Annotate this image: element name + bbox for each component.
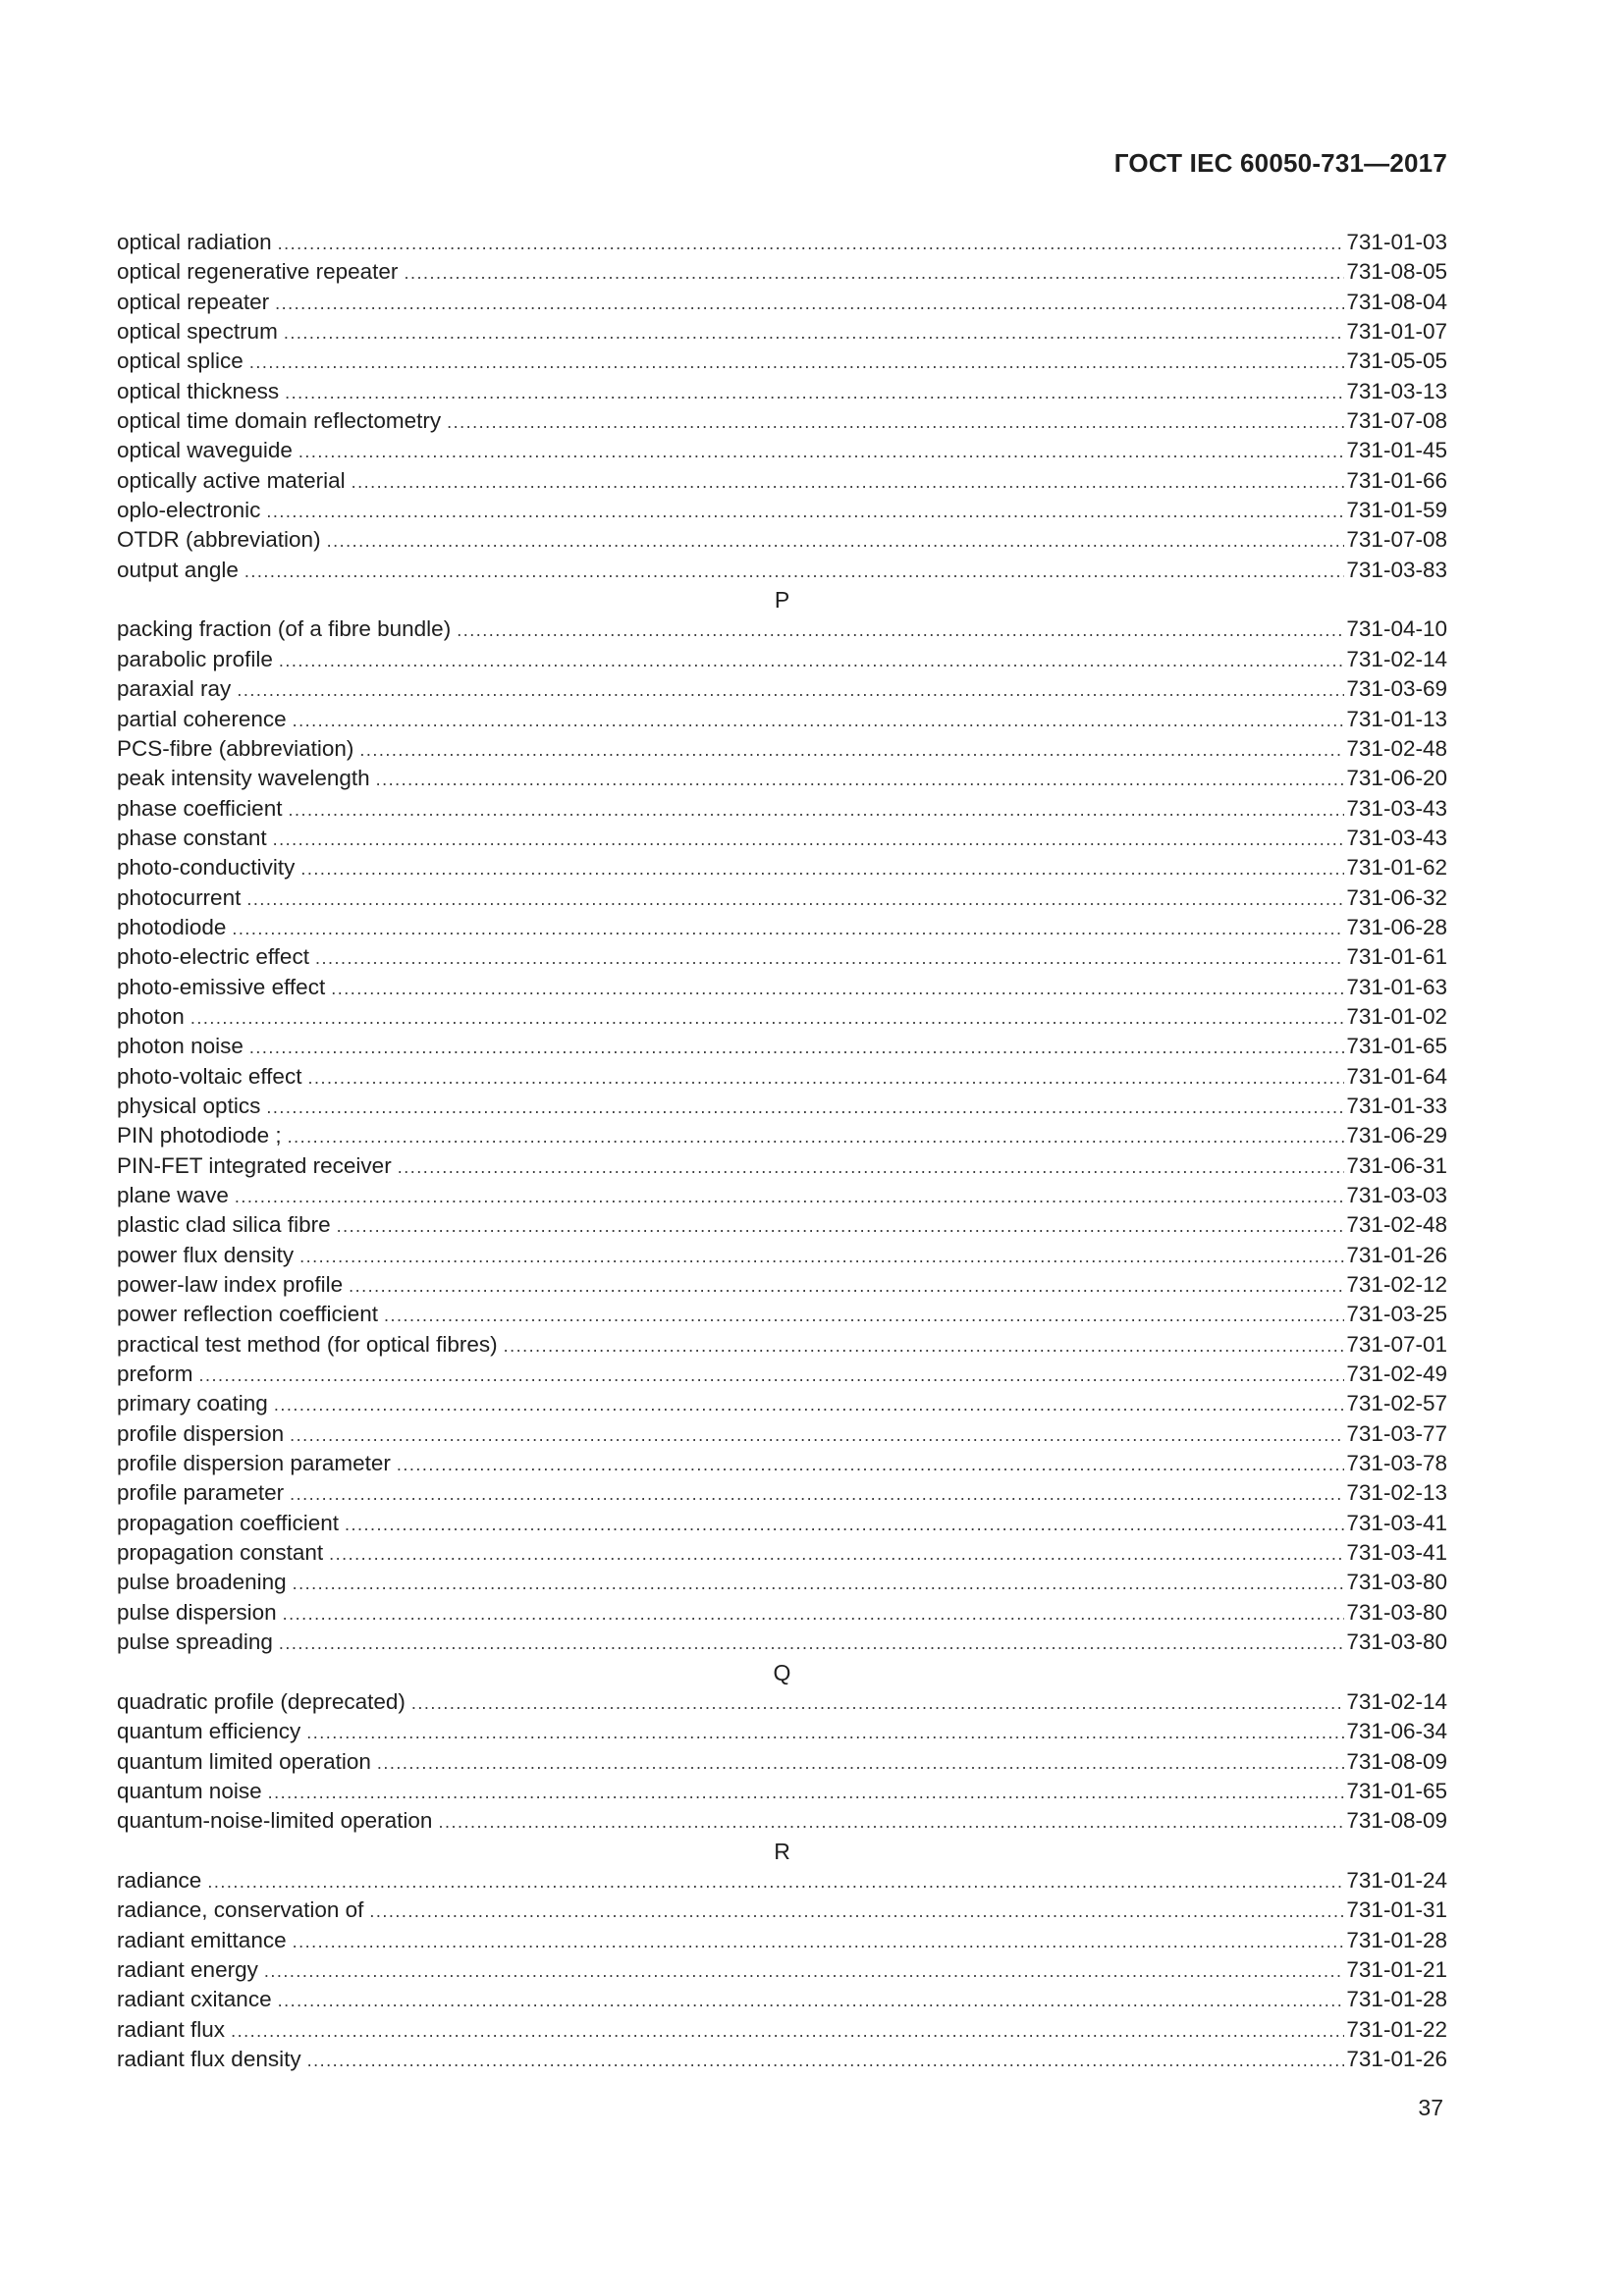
index-reference: 731-02-14 <box>1346 1688 1447 1714</box>
dot-leader <box>278 229 1345 257</box>
index-entry <box>117 645 1447 674</box>
index-entry <box>117 525 1447 555</box>
index-term: quantum limited operation <box>117 1748 371 1774</box>
dot-leader <box>438 1807 1344 1836</box>
dot-leader <box>293 1927 1345 1955</box>
index-reference: 731-02-57 <box>1346 1391 1447 1416</box>
index-term: PIN-FET integrated receiver <box>117 1152 392 1178</box>
dot-leader <box>190 1003 1345 1032</box>
index-entry <box>117 1389 1447 1418</box>
index-reference: 731-01-26 <box>1346 1242 1447 1267</box>
index-entry <box>117 377 1447 406</box>
dot-leader <box>411 1688 1344 1717</box>
index-reference: 731-06-20 <box>1346 766 1447 791</box>
index-entry <box>117 1687 1447 1717</box>
index-term: optical waveguide <box>117 438 293 463</box>
index-term: physical optics <box>117 1093 261 1118</box>
index-term: photodiode <box>117 914 227 939</box>
index-reference: 731-06-28 <box>1346 914 1447 939</box>
index-term: paraxial ray <box>117 676 232 702</box>
index-entry <box>117 1747 1447 1777</box>
index-term: radiant energy <box>117 1956 258 1982</box>
index-term: optically active material <box>117 467 346 493</box>
index-reference: 731-06-29 <box>1346 1123 1447 1148</box>
index-entry <box>117 1419 1447 1449</box>
dot-leader <box>293 706 1345 734</box>
dot-leader <box>504 1331 1345 1360</box>
index-term: power-law index profile <box>117 1272 344 1298</box>
index-reference: 731-01-21 <box>1346 1956 1447 1982</box>
dot-leader <box>288 1122 1345 1150</box>
index-entry <box>117 1092 1447 1121</box>
index-entry <box>117 614 1447 644</box>
index-entry <box>117 1330 1447 1360</box>
dot-leader <box>369 1896 1344 1925</box>
index-entry <box>117 2045 1447 2074</box>
index-term: plane wave <box>117 1183 229 1207</box>
index-entry <box>117 1568 1447 1597</box>
dot-leader <box>249 1033 1345 1061</box>
dot-leader <box>268 1778 1345 1806</box>
index-entry <box>117 228 1447 257</box>
index-term: OTDR (abbreviation) <box>117 527 321 553</box>
dot-leader <box>266 1093 1344 1121</box>
index-term: photo-voltaic effect <box>117 1063 302 1089</box>
index-reference: 731-01-07 <box>1346 319 1447 345</box>
dot-leader <box>315 943 1344 972</box>
index-entry <box>117 1002 1447 1032</box>
index-entry <box>117 347 1447 376</box>
index-entry <box>117 317 1447 347</box>
index-entry <box>117 1478 1447 1508</box>
index-entry <box>117 1717 1447 1746</box>
document-code-header: ГОСТ IEC 60050-731—2017 <box>1113 148 1447 178</box>
index-term: quantum noise <box>117 1778 262 1803</box>
index-reference: 731-01-13 <box>1346 706 1447 731</box>
index-term: phase coefficient <box>117 795 283 821</box>
page-number: 37 <box>1418 2095 1443 2120</box>
index-reference: 731-03-41 <box>1346 1510 1447 1535</box>
dot-leader <box>329 1539 1344 1568</box>
index-entry <box>117 853 1447 882</box>
index-entry <box>117 734 1447 764</box>
index-entry <box>117 824 1447 853</box>
dot-leader <box>199 1361 1345 1389</box>
index-term: radiance <box>117 1867 202 1893</box>
dot-leader <box>278 1986 1345 2014</box>
index-reference: 731-03-13 <box>1346 378 1447 403</box>
dot-leader <box>298 437 1345 465</box>
index-reference: 731-01-59 <box>1346 498 1447 523</box>
dot-leader <box>235 1182 1345 1210</box>
index-entry <box>117 794 1447 824</box>
index-term: quantum-noise-limited operation <box>117 1808 433 1834</box>
dot-leader <box>352 467 1345 496</box>
index-entry <box>117 1509 1447 1538</box>
index-term: photon noise <box>117 1034 244 1059</box>
index-entry <box>117 1777 1447 1806</box>
dot-leader <box>244 557 1345 585</box>
index-section-letter: P <box>774 587 790 614</box>
index-term: profile dispersion <box>117 1420 285 1446</box>
index-term: practical test method (for optical fibres) <box>117 1331 498 1357</box>
dot-leader <box>246 884 1344 913</box>
index-entry <box>117 1896 1447 1925</box>
index-entry <box>117 1241 1447 1270</box>
index-term: quantum efficiency <box>117 1719 301 1744</box>
index-reference: 731-05-05 <box>1346 348 1447 374</box>
index-term: photo-emissive effect <box>117 974 326 999</box>
index-reference: 731-01-22 <box>1346 2016 1447 2042</box>
dot-leader <box>232 914 1344 942</box>
dot-leader <box>279 1629 1345 1657</box>
index-entry <box>117 764 1447 793</box>
index-term: photo-electric effect <box>117 944 309 970</box>
dot-leader <box>275 289 1344 317</box>
index-reference: 731-03-43 <box>1346 795 1447 821</box>
index-reference: 731-03-80 <box>1346 1599 1447 1625</box>
index-reference: 731-07-08 <box>1346 527 1447 553</box>
index-reference: 731-03-43 <box>1346 825 1447 850</box>
index-term: optical time domain reflectometry <box>117 408 442 434</box>
index-term: pulse dispersion <box>117 1599 277 1625</box>
index-term: optical repeater <box>117 289 270 314</box>
index-entry <box>117 942 1447 972</box>
index-reference: 731-01-61 <box>1346 944 1447 970</box>
index-term: propagation constant <box>117 1540 324 1566</box>
index-entry <box>117 466 1447 496</box>
index-entry <box>117 1210 1447 1240</box>
index-term: propagation coefficient <box>117 1510 339 1535</box>
dot-leader <box>345 1510 1344 1538</box>
dot-leader <box>249 347 1345 376</box>
index-entry <box>117 436 1447 465</box>
dot-leader <box>299 1242 1344 1270</box>
index-reference: 731-02-48 <box>1346 735 1447 761</box>
dot-leader <box>337 1211 1345 1240</box>
index-entry <box>117 288 1447 317</box>
index-reference: 731-03-69 <box>1346 676 1447 702</box>
index-term: optical radiation <box>117 230 272 254</box>
dot-leader <box>284 318 1345 347</box>
index-term: partial coherence <box>117 706 287 731</box>
index-entry <box>117 406 1447 436</box>
dot-leader <box>264 1956 1345 1985</box>
index-term: output angle <box>117 557 239 582</box>
dot-leader <box>404 258 1344 287</box>
dot-leader <box>237 675 1344 704</box>
dot-leader <box>376 765 1345 793</box>
dot-leader <box>290 1420 1344 1449</box>
index-term: optical splice <box>117 348 244 374</box>
index-reference: 731-03-80 <box>1346 1570 1447 1595</box>
index-reference: 731-01-45 <box>1346 438 1447 463</box>
index-reference: 731-01-64 <box>1346 1063 1447 1089</box>
index-term: profile parameter <box>117 1480 285 1506</box>
index-entry <box>117 496 1447 525</box>
index-reference: 731-03-80 <box>1346 1629 1447 1655</box>
index-entry <box>117 1926 1447 1955</box>
index-reference: 731-01-63 <box>1346 974 1447 999</box>
index-reference: 731-01-24 <box>1346 1867 1447 1893</box>
index-term: primary coating <box>117 1391 268 1416</box>
dot-leader <box>290 1479 1344 1508</box>
index-reference: 731-08-09 <box>1346 1748 1447 1774</box>
dot-leader <box>300 854 1344 882</box>
index-term: quadratic profile (deprecated) <box>117 1688 406 1714</box>
index-term: oplo-electronic <box>117 498 261 523</box>
index-entry <box>117 1032 1447 1061</box>
index-term: radiant emittance <box>117 1927 287 1952</box>
index-term: radiant flux <box>117 2016 226 2042</box>
dot-leader <box>397 1450 1345 1478</box>
index-reference: 731-03-41 <box>1346 1540 1447 1566</box>
index-reference: 731-07-01 <box>1346 1331 1447 1357</box>
dot-leader <box>447 407 1344 436</box>
index-reference: 731-01-02 <box>1346 1003 1447 1029</box>
index-term: radiant flux density <box>117 2046 301 2071</box>
index-term: plastic clad silica fibre <box>117 1212 331 1238</box>
index-reference: 731-02-49 <box>1346 1362 1447 1387</box>
dot-leader <box>331 974 1344 1002</box>
index-term: preform <box>117 1362 193 1387</box>
dot-leader <box>279 646 1345 674</box>
index-reference: 731-01-65 <box>1346 1778 1447 1803</box>
index-term: pulse broadening <box>117 1570 287 1595</box>
index-term: optical spectrum <box>117 319 278 345</box>
index-reference: 731-01-28 <box>1346 1927 1447 1952</box>
index-term: parabolic profile <box>117 646 273 671</box>
index-reference: 731-01-65 <box>1346 1034 1447 1059</box>
index-entry <box>117 1985 1447 2014</box>
index-term: pulse spreading <box>117 1629 273 1655</box>
index-term: optical thickness <box>117 378 280 403</box>
index-entry <box>117 1062 1447 1092</box>
index-entry <box>117 913 1447 942</box>
index-reference: 731-06-34 <box>1346 1719 1447 1744</box>
dot-leader <box>359 735 1344 764</box>
index-reference: 731-07-08 <box>1346 408 1447 434</box>
index-term: peak intensity wavelength <box>117 766 370 791</box>
index-term: phase constant <box>117 825 267 850</box>
index-reference: 731-03-77 <box>1346 1420 1447 1446</box>
glossary-index <box>117 228 1447 2074</box>
index-entry <box>117 556 1447 585</box>
index-term: photon <box>117 1003 185 1029</box>
index-term: profile dispersion parameter <box>117 1451 391 1476</box>
index-term: PIN photodiode ; <box>117 1123 282 1148</box>
dot-leader <box>274 1390 1345 1418</box>
dot-leader <box>266 497 1344 525</box>
dot-leader <box>349 1271 1344 1300</box>
dot-leader <box>457 615 1344 644</box>
dot-leader <box>285 378 1344 406</box>
index-term: power flux density <box>117 1242 295 1267</box>
index-entry <box>117 1360 1447 1389</box>
dot-leader <box>207 1867 1344 1896</box>
index-reference: 731-02-13 <box>1346 1480 1447 1506</box>
index-entry <box>117 1449 1447 1478</box>
dot-leader <box>377 1748 1345 1777</box>
index-term: optical regenerative repeater <box>117 259 399 285</box>
index-reference: 731-03-25 <box>1346 1302 1447 1327</box>
dot-leader <box>231 2016 1344 2045</box>
index-entry <box>117 705 1447 734</box>
index-term: radiance, conservation of <box>117 1897 364 1923</box>
index-section-letter: R <box>774 1838 790 1864</box>
index-term: radiant cxitance <box>117 1987 272 2012</box>
index-entry <box>117 674 1447 704</box>
index-entry <box>117 1866 1447 1896</box>
index-reference: 731-01-31 <box>1346 1897 1447 1923</box>
index-reference: 731-01-28 <box>1346 1987 1447 2012</box>
index-reference: 731-04-10 <box>1346 616 1447 642</box>
index-entry <box>117 1181 1447 1210</box>
index-reference: 731-08-04 <box>1346 289 1447 314</box>
index-reference: 731-02-48 <box>1346 1212 1447 1238</box>
index-entry <box>117 2015 1447 2045</box>
index-entry <box>117 1151 1447 1181</box>
index-reference: 731-01-62 <box>1346 855 1447 881</box>
index-reference: 731-02-14 <box>1346 646 1447 671</box>
index-term: PCS-fibre (abbreviation) <box>117 735 354 761</box>
index-entry <box>117 1538 1447 1568</box>
index-reference: 731-01-26 <box>1346 2046 1447 2071</box>
index-reference: 731-06-32 <box>1346 884 1447 910</box>
dot-leader <box>398 1152 1345 1181</box>
dot-leader <box>327 526 1345 555</box>
index-reference: 731-01-66 <box>1346 467 1447 493</box>
index-entry <box>117 1955 1447 1985</box>
index-section-letter: Q <box>773 1659 791 1685</box>
dot-leader <box>288 795 1344 824</box>
index-reference: 731-01-33 <box>1346 1093 1447 1118</box>
index-reference: 731-06-31 <box>1346 1152 1447 1178</box>
index-reference: 731-08-09 <box>1346 1808 1447 1834</box>
index-entry <box>117 1598 1447 1628</box>
index-reference: 731-03-83 <box>1346 557 1447 582</box>
index-entry <box>117 883 1447 913</box>
index-term: packing fraction (of a fibre bundle) <box>117 616 452 642</box>
dot-leader <box>293 1569 1345 1597</box>
index-term: photocurrent <box>117 884 242 910</box>
index-reference: 731-08-05 <box>1346 259 1447 285</box>
index-entry <box>117 1300 1447 1329</box>
index-term: photo-conductivity <box>117 855 296 881</box>
index-term: power reflection coefficient <box>117 1302 378 1327</box>
dot-leader <box>306 1718 1344 1746</box>
index-reference: 731-02-12 <box>1346 1272 1447 1298</box>
dot-leader <box>307 1063 1344 1092</box>
dot-leader <box>283 1599 1345 1628</box>
index-entry <box>117 1806 1447 1836</box>
index-entry <box>117 1270 1447 1300</box>
index-reference: 731-03-03 <box>1346 1183 1447 1207</box>
dot-leader <box>273 825 1345 853</box>
index-entry <box>117 257 1447 287</box>
index-reference: 731-01-03 <box>1346 230 1447 254</box>
index-reference: 731-03-78 <box>1346 1451 1447 1476</box>
dot-leader <box>384 1301 1344 1329</box>
index-entry <box>117 973 1447 1002</box>
index-entry <box>117 1628 1447 1657</box>
index-entry <box>117 1121 1447 1150</box>
dot-leader <box>307 2046 1345 2074</box>
